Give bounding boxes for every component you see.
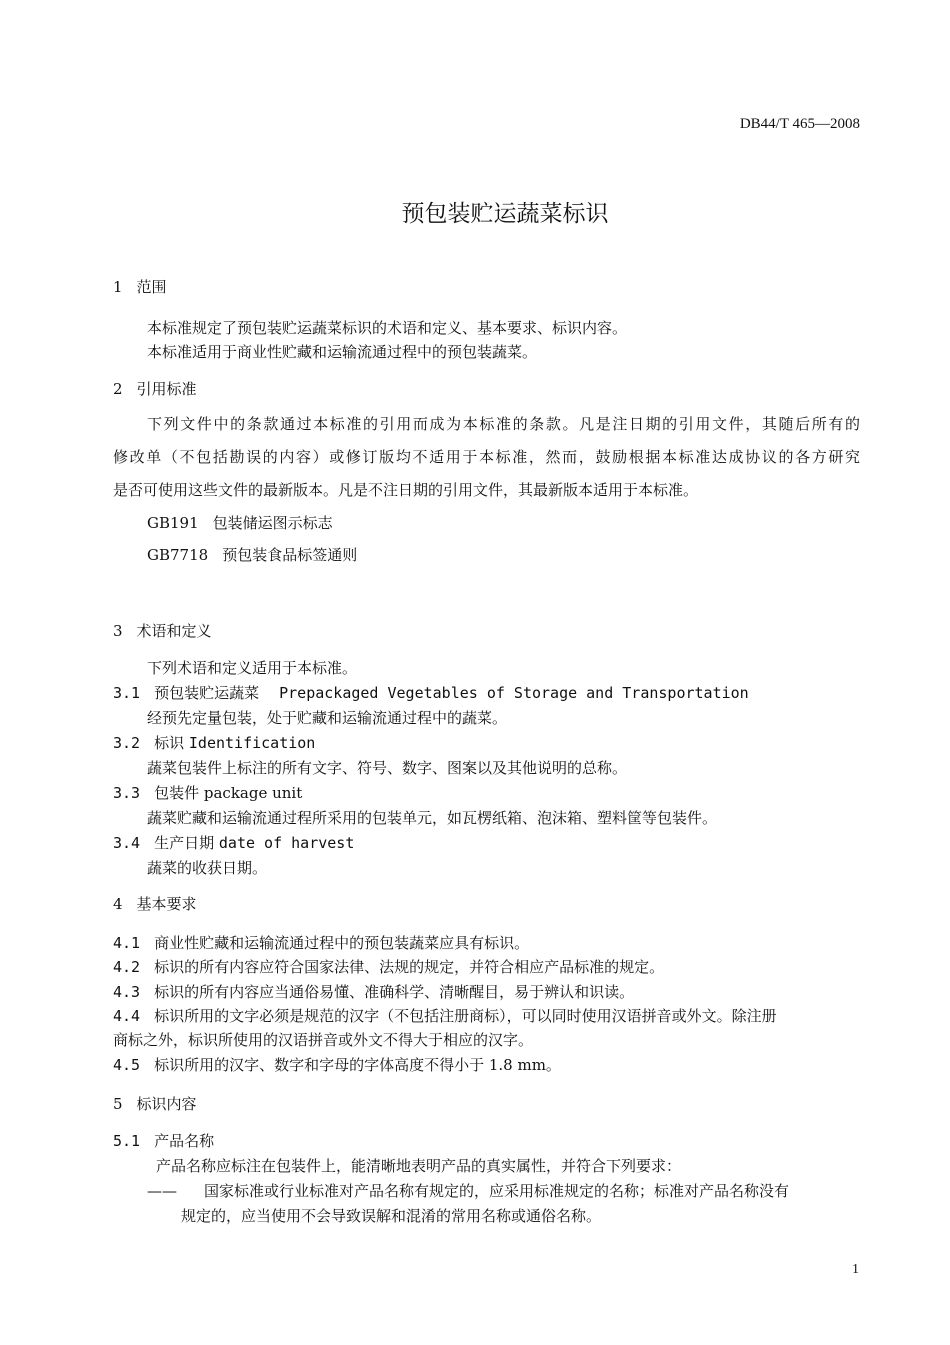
- item-number: 4.4: [113, 1007, 141, 1025]
- section-number: 2: [113, 380, 123, 398]
- term-definition: 蔬菜的收获日期。: [147, 859, 268, 877]
- term-cn: 预包装贮运蔬菜: [154, 684, 260, 702]
- section-number: 5: [113, 1095, 123, 1113]
- dash-bullet: ——: [147, 1182, 177, 1200]
- item-number: 4.1: [113, 934, 141, 952]
- term-definition: 经预先定量包装，处于贮藏和运输流通过程中的蔬菜。: [147, 709, 508, 727]
- page-number: 1: [852, 1262, 859, 1277]
- requirement-item: [113, 983, 634, 1001]
- term-heading: [113, 684, 749, 702]
- reference-name: 预包装食品标签通则: [222, 546, 358, 564]
- term-cn: 标识: [154, 734, 185, 752]
- term-number: 3.1: [113, 684, 141, 702]
- item-text: 标识的所有内容应当通俗易懂、准确科学、清晰醒目，易于辨认和识读。: [154, 983, 635, 1001]
- requirement-item: [113, 1056, 561, 1074]
- term-number: 3.4: [113, 834, 141, 852]
- section-5-heading: [113, 1095, 197, 1113]
- term-en: Identification: [188, 734, 316, 752]
- reference-name: 包装储运图示标志: [212, 514, 333, 532]
- term-en: Prepackaged Vegetables of Storage and Transportation: [279, 684, 749, 702]
- subsection-title: 产品名称: [154, 1132, 215, 1150]
- term-heading: [113, 784, 302, 802]
- section-title: 引用标准: [136, 380, 197, 398]
- section-4-heading: [113, 895, 197, 913]
- requirement-item: [113, 958, 664, 976]
- paragraph: 本标准适用于商业性贮藏和运输流通过程中的预包装蔬菜。: [147, 343, 538, 361]
- item-text: 标识所用的文字必须是规范的汉字（不包括注册商标），可以同时使用汉语拼音或外文。除注册: [154, 1007, 777, 1025]
- paragraph: 下列术语和定义适用于本标准。: [147, 659, 358, 677]
- term-number: 3.3: [113, 784, 141, 802]
- term-cn: 包装件: [154, 784, 200, 802]
- term-definition: 蔬菜包装件上标注的所有文字、符号、数字、图案以及其他说明的总称。: [147, 759, 628, 777]
- item-text: 标识所用的汉字、数字和字母的字体高度不得小于 1.8 mm。: [154, 1056, 561, 1074]
- section-title: 标识内容: [136, 1095, 197, 1113]
- term-heading: [113, 734, 315, 752]
- item-number: 4.2: [113, 958, 141, 976]
- term-definition: 蔬菜贮藏和运输流通过程所采用的包装单元，如瓦楞纸箱、泡沫箱、塑料筐等包装件。: [147, 809, 718, 827]
- item-text: 标识的所有内容应符合国家法律、法规的规定，并符合相应产品标准的规定。: [154, 958, 665, 976]
- subsection-number: 5.1: [113, 1132, 141, 1150]
- term-number: 3.2: [113, 734, 141, 752]
- paragraph: 产品名称应标注在包装件上，能清晰地表明产品的真实属性，并符合下列要求：: [156, 1157, 682, 1175]
- requirement-item: [113, 934, 529, 952]
- paragraph-line: 是否可使用这些文件的最新版本。凡是不注日期的引用文件，其最新版本适用于本标准。: [113, 481, 699, 499]
- section-number: 1: [113, 278, 123, 296]
- term-en: date of harvest: [218, 834, 355, 852]
- item-number: 4.5: [113, 1056, 141, 1074]
- section-1-heading: [113, 278, 167, 296]
- standard-code: DB44/T 465—2008: [739, 116, 860, 132]
- bullet-text: 国家标准或行业标准对产品名称有规定的，应采用标准规定的名称；标准对产品名称没有: [204, 1182, 790, 1200]
- section-title: 基本要求: [136, 895, 197, 913]
- reference-item: [147, 514, 333, 532]
- requirement-item: [113, 1007, 777, 1025]
- reference-code: GB7718: [147, 546, 209, 564]
- subsection-heading: [113, 1132, 214, 1150]
- section-title: 范围: [136, 278, 167, 296]
- section-2-heading: [113, 380, 197, 398]
- section-number: 4: [113, 895, 123, 913]
- section-title: 术语和定义: [136, 622, 212, 640]
- paragraph-line: 修改单（不包括勘误的内容）或修订版均不适用于本标准，然而，鼓励根据本标准达成协议的各方研究: [113, 448, 860, 466]
- section-3-heading: [113, 622, 212, 640]
- requirement-item-continuation: 商标之外，标识所使用的汉语拼音或外文不得大于相应的汉字。: [113, 1031, 534, 1049]
- reference-code: GB191: [147, 514, 199, 532]
- paragraph-line: 下列文件中的条款通过本标准的引用而成为本标准的条款。凡是注日期的引用文件，其随后所有的: [147, 415, 860, 433]
- item-number: 4.3: [113, 983, 141, 1001]
- reference-item: [147, 546, 357, 564]
- item-text: 商业性贮藏和运输流通过程中的预包装蔬菜应具有标识。: [154, 934, 530, 952]
- term-en: package unit: [203, 784, 303, 802]
- term-cn: 生产日期: [154, 834, 215, 852]
- bullet-text-continuation: 规定的，应当使用不会导致误解和混淆的常用名称或通俗名称。: [181, 1207, 602, 1225]
- document-title: 预包装贮运蔬菜标识: [401, 201, 609, 227]
- term-heading: [113, 834, 354, 852]
- section-number: 3: [113, 622, 123, 640]
- paragraph: 本标准规定了预包装贮运蔬菜标识的术语和定义、基本要求、标识内容。: [147, 319, 628, 337]
